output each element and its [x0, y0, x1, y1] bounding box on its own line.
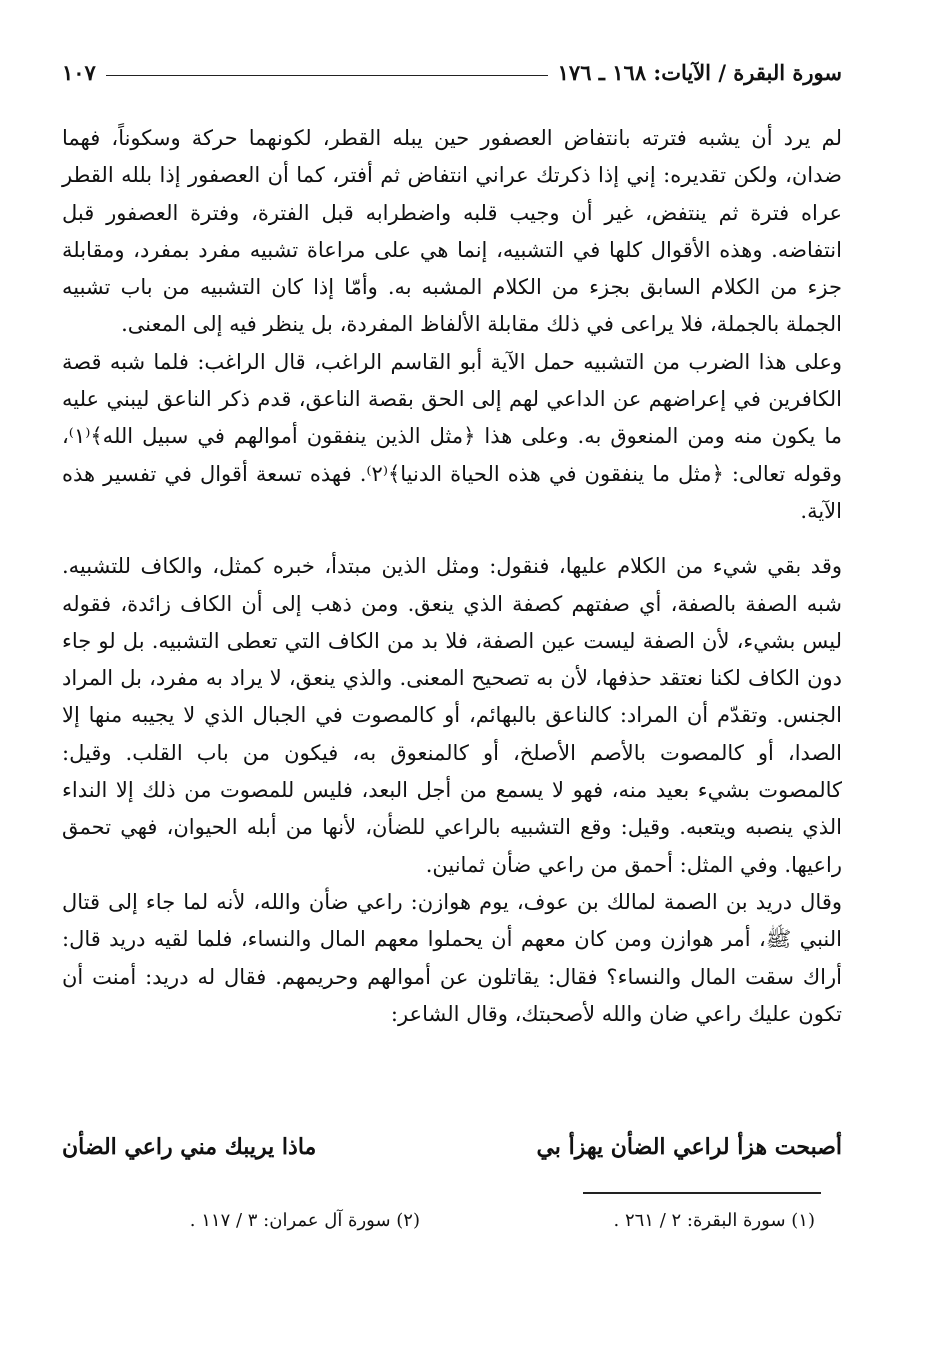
running-header [62, 58, 842, 92]
footnote-2: (٢) سورة آل عمران: ٣ / ١١٧ . [189, 1210, 420, 1231]
main-text [62, 120, 842, 1033]
paragraph-raghib-opinion: وعلى هذا الضرب من التشبيه حمل الآية أبو القاسم الراغب، قال الراغب: فلما شبه قصة الكافرين في إعراضهم عن الداعي لهم إلى الحق بقصة الناعق، قدم ذكر الناعق ليبني عليه ما يكون منه ومن المنعوق به. وعلى هذا ﴿مثل الذين ينفقون أموالهم في سبيل الله﴾⁽١⁾، وقوله تعالى: ﴿مثل ما ينفقون في هذه الحياة الدنيا﴾⁽٢⁾. فهذه تسعة أقوال في تفسير هذه الآية. [62, 349, 842, 523]
footnote-divider [583, 1192, 821, 1194]
paragraph-durayd-story: وقال دريد بن الصمة لمالك بن عوف، يوم هوازن: راعي ضأن والله، لأنه لما جاء إلى قتال النبي ﷺ، أمر هوازن ومن كان معهم أن يحملوا معهم المال والنساء، فلما لقيه دريد قال: أراك سقت المال والنساء؟ فقال: يقاتلون عن أموالهم وحريمهم. فقال له دريد: أمنت أن تكون عليك راعي ضان والله لأصحبتك، وقال الشاعر: [62, 889, 842, 1026]
paragraph-simile-analysis: لم يرد أن يشبه فترته بانتفاض العصفور حين يبله القطر، لكونهما حركة وسكوناً، فهما ضدان، ولكن تقديره: إني إذا ذكرتك عراني انتفاض ثم أفتر، كما أن العصفور إذا بلله القطر عراه فترة ثم ينتفض، غير أن وجيب قلبه واضطرابه قبل الفترة، وفترة العصفور قبل انتفاضه. وهذه الأقوال كلها في التشبيه، إنما هي على مراعاة تشبيه مفرد بمفرد، ومقابلة جزء من الكلام السابق بجزء من الكلام المشبه به. وأمّا إذا كان التشبيه من باب تشبيه الجملة بالجملة، فلا يراعى في ذلك مقابلة الألفاظ المفردة، بل ينظر فيه إلى المعنى. [62, 126, 842, 337]
poem-first-hemistich: أصبحت هزأ لراعي الضأن يهزأ بي [536, 1134, 842, 1160]
page-number: ١٠٧ [62, 58, 106, 88]
poem-verse [62, 1125, 842, 1169]
footnotes [150, 1203, 815, 1239]
poem-second-hemistich: ماذا يريبك مني راعي الضأن [62, 1134, 317, 1160]
chapter-title: سورة البقرة / الآيات: ١٦٨ ـ ١٧٦ [548, 58, 842, 88]
footnote-1: (١) سورة البقرة: ٢ / ٢٦١ . [613, 1210, 815, 1231]
paragraph-grammar-remarks: وقد بقي شيء من الكلام عليها، فنقول: ومثل الذين مبتدأ، خبره كمثل، والكاف للتشبيه. شبه الصفة بالصفة، أي صفتهم كصفة الذي ينعق. ومن ذهب إلى أن الكاف زائدة، فقوله ليس بشيء، لأن الصفة ليست عين الصفة، فلا بد من الكاف التي تعطى التشبيه. بل لو جاء دون الكاف لكنا نعتقد حذفها، لأن به تصحيح المعنى. والذي ينعق، لا يراد به مفرد، بل المراد الجنس. وتقدّم أن المراد: كالناعق بالبهائم، أو كالمصوت في الجبال الذي لا يجيبه منها إلا الصدا، أو كالمصوت بالأصم الأصلخ، أو كالمنعوق به، فيكون من باب القلب. وقيل: كالمصوت بشيء بعيد منه، فهو لا يسمع من أجل البعد، فليس للمصوت من ذلك إلا النداء الذي ينصبه ويتعبه. وقيل: وقع التشبيه بالراعي للضأن، لأنها من أبله الحيوان، فهي تحمق راعيها. وفي المثل: أحمق من راعي ضأن ثمانين. [62, 554, 842, 877]
